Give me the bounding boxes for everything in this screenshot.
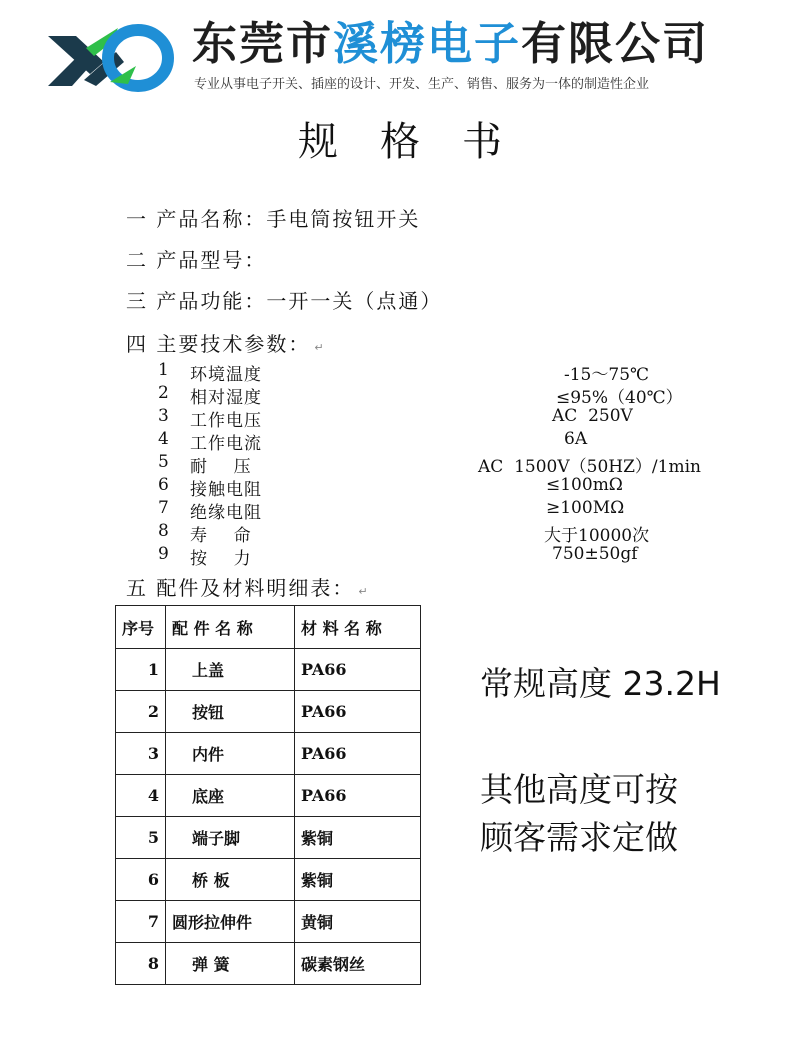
cell-number: 4: [116, 775, 166, 817]
table-row: [116, 901, 421, 943]
param-name: 耐 压: [190, 457, 252, 477]
cell-part: 上盖: [166, 649, 295, 691]
cell-part: 桥 板: [166, 859, 295, 901]
param-name: 工作电流: [190, 434, 262, 454]
table-row: [116, 859, 421, 901]
table-row: [116, 649, 421, 691]
param-list: [158, 360, 718, 567]
cell-part: 内件: [166, 733, 295, 775]
company-logo: [44, 22, 176, 92]
param-number: 4: [158, 429, 169, 449]
cell-number: 8: [116, 943, 166, 985]
param-row: [158, 452, 718, 475]
custom-height-note-line2: 顾客需求定做: [480, 818, 678, 857]
param-number: 9: [158, 544, 169, 564]
section-parts-list-label: 五 配件及材料明细表：: [126, 576, 355, 600]
param-value: AC 250V: [552, 406, 633, 426]
param-row: [158, 406, 718, 429]
cell-number: 1: [116, 649, 166, 691]
section-product-function: 三 产品功能：一开一关（点通）: [126, 289, 443, 313]
cell-material: PA66: [295, 649, 421, 691]
cell-number: 5: [116, 817, 166, 859]
param-value: ≥100MΩ: [546, 498, 625, 518]
company-name: [192, 14, 709, 74]
param-number: 3: [158, 406, 169, 426]
cell-material: 黄铜: [295, 901, 421, 943]
param-value: 750±50gf: [552, 544, 638, 564]
table-header-row: [116, 606, 421, 649]
param-row: [158, 360, 718, 383]
table-row: [116, 775, 421, 817]
section-tech-params-label: 四 主要技术参数：: [126, 332, 311, 356]
param-name: 环境温度: [190, 365, 262, 385]
param-number: 7: [158, 498, 169, 518]
section-tech-params: [126, 328, 326, 357]
param-row: [158, 475, 718, 498]
param-name: 绝缘电阻: [190, 503, 262, 523]
param-value: -15～75℃: [564, 365, 650, 385]
param-name: 相对湿度: [190, 388, 262, 408]
param-name: 寿 命: [190, 526, 252, 546]
cell-number: 3: [116, 733, 166, 775]
param-value: AC 1500V（50HZ）/1min: [478, 457, 701, 477]
cell-part: 底座: [166, 775, 295, 817]
param-number: 5: [158, 452, 169, 472]
cell-number: 6: [116, 859, 166, 901]
table-row: [116, 817, 421, 859]
section-product-name: 一 产品名称：手电筒按钮开关: [126, 207, 421, 231]
company-slogan: 专业从事电子开关、插座的设计、开发、生产、销售、服务为一体的制造性企业: [194, 77, 650, 92]
paragraph-mark: ↵: [358, 585, 370, 598]
param-value: ≤100mΩ: [546, 475, 623, 495]
cell-material: PA66: [295, 691, 421, 733]
param-value: 大于10000次: [544, 526, 650, 546]
cell-part: 弹 簧: [166, 943, 295, 985]
param-row: [158, 383, 718, 406]
param-name: 按 力: [190, 549, 252, 569]
param-number: 6: [158, 475, 169, 495]
cell-number: 7: [116, 901, 166, 943]
param-row: [158, 429, 718, 452]
document-title: 规格书: [298, 119, 544, 165]
table-row: [116, 943, 421, 985]
cell-material: 紫铜: [295, 859, 421, 901]
param-row: [158, 521, 718, 544]
col-header-material: 材 料 名 称: [295, 606, 421, 649]
param-number: 1: [158, 360, 169, 380]
param-value: ≤95%（40℃）: [556, 388, 683, 408]
param-row: [158, 498, 718, 521]
section-parts-list: [126, 572, 370, 601]
col-header-number: 序号: [116, 606, 166, 649]
col-header-part: 配 件 名 称: [166, 606, 295, 649]
cell-material: 碳素钢丝: [295, 943, 421, 985]
param-number: 8: [158, 521, 169, 541]
table-row: [116, 733, 421, 775]
param-row: [158, 544, 718, 567]
section-product-model: 二 产品型号：: [126, 248, 267, 272]
company-name-suffix: 有限公司: [521, 17, 710, 70]
company-name-city: 东莞市: [192, 17, 334, 70]
custom-height-note-line1: 其他高度可按: [480, 770, 678, 809]
cell-number: 2: [116, 691, 166, 733]
company-name-brand: 溪榜电子: [333, 17, 522, 70]
param-number: 2: [158, 383, 169, 403]
standard-height-note: 常规高度 23.2H: [480, 664, 721, 703]
cell-part: 圆形拉伸件: [166, 901, 295, 943]
cell-material: PA66: [295, 733, 421, 775]
paragraph-mark: ↵: [314, 341, 326, 354]
param-name: 接触电阻: [190, 480, 262, 500]
cell-material: 紫铜: [295, 817, 421, 859]
param-value: 6A: [564, 429, 588, 449]
materials-table: [115, 605, 421, 985]
cell-part: 按钮: [166, 691, 295, 733]
cell-material: PA66: [295, 775, 421, 817]
param-name: 工作电压: [190, 411, 262, 431]
table-row: [116, 691, 421, 733]
cell-part: 端子脚: [166, 817, 295, 859]
